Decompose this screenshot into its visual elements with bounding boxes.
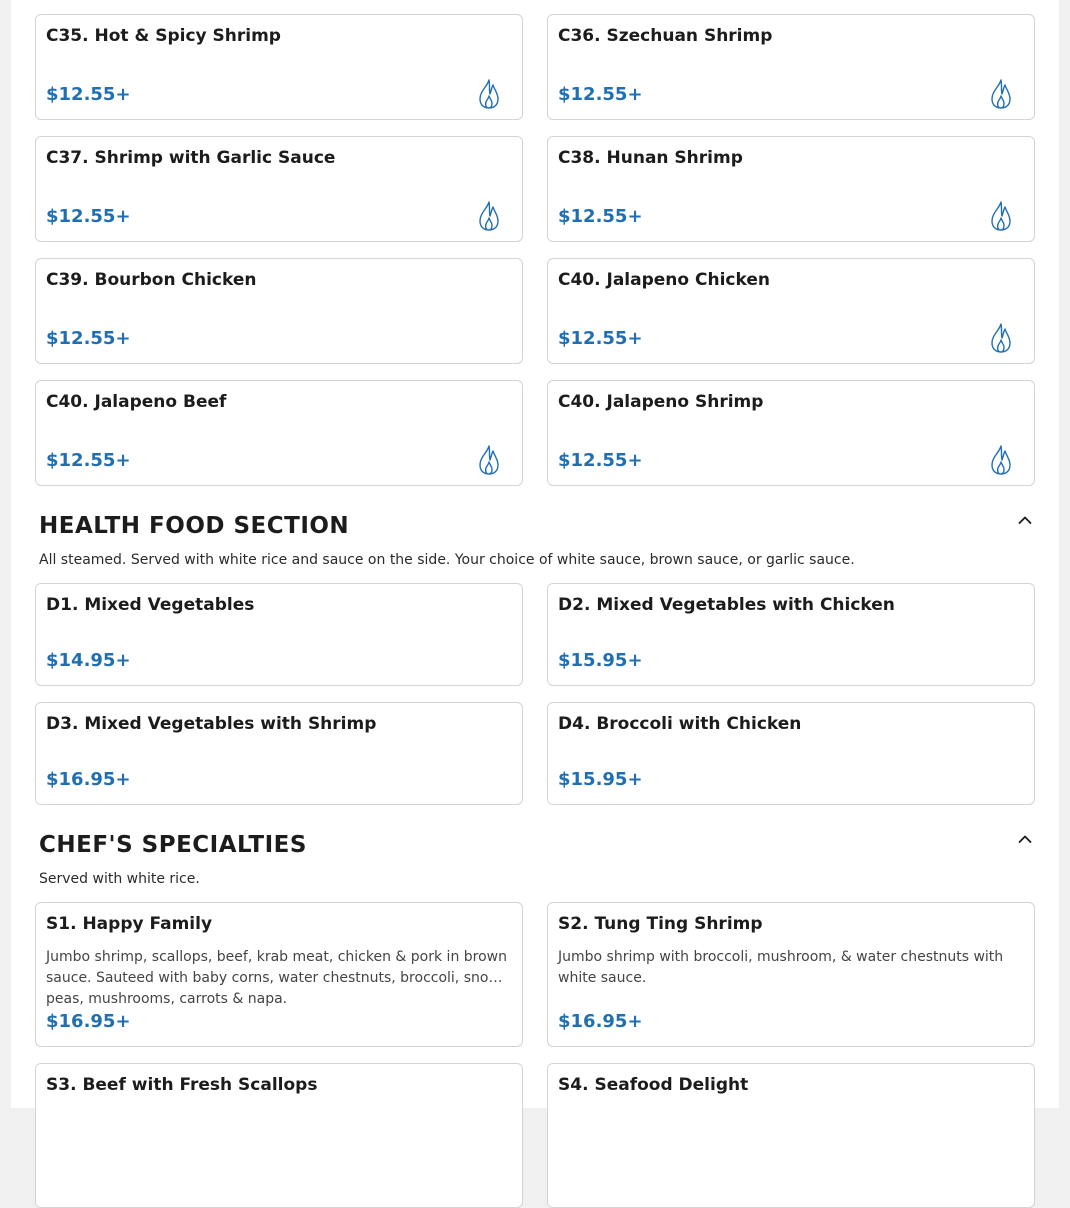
- item-price: $16.95+: [558, 1011, 643, 1032]
- item-price: $16.95+: [46, 1011, 131, 1032]
- flame-icon: [476, 444, 502, 476]
- menu-item-card[interactable]: [547, 583, 1035, 686]
- menu-item-card[interactable]: [35, 583, 523, 686]
- section-title-health-food: HEALTH FOOD SECTION: [39, 513, 350, 539]
- menu-item-card[interactable]: [547, 702, 1035, 805]
- item-price: $12.55+: [558, 450, 643, 471]
- flame-icon: [476, 78, 502, 110]
- item-description: Jumbo shrimp with broccoli, mushroom, & water chestnuts with white sauce.: [558, 949, 1004, 986]
- menu-item-card[interactable]: [35, 702, 523, 805]
- section-description: Served with white rice.: [39, 871, 200, 887]
- menu-item-card[interactable]: [547, 1063, 1035, 1208]
- item-name: S4. Seafood Delight: [558, 1075, 749, 1095]
- menu-item-card[interactable]: [547, 380, 1035, 486]
- entree-items-grid: [35, 14, 1034, 486]
- menu-item-card[interactable]: [35, 380, 523, 486]
- item-name: C38. Hunan Shrimp: [558, 148, 743, 168]
- item-name: C39. Bourbon Chicken: [46, 270, 257, 290]
- item-price: $12.55+: [558, 206, 643, 227]
- flame-icon: [988, 78, 1014, 110]
- flame-icon: [476, 200, 502, 232]
- section-title-chefs-specialties: CHEF'S SPECIALTIES: [39, 832, 307, 858]
- menu-item-card[interactable]: [35, 14, 523, 120]
- item-name: S3. Beef with Fresh Scallops: [46, 1075, 318, 1095]
- item-price: $12.55+: [558, 84, 643, 105]
- item-name: D4. Broccoli with Chicken: [558, 714, 802, 734]
- item-name: C35. Hot & Spicy Shrimp: [46, 26, 281, 46]
- menu-item-card[interactable]: [35, 136, 523, 242]
- health-food-items-grid: [35, 583, 1034, 805]
- menu-item-card[interactable]: [35, 1063, 523, 1208]
- item-price: $15.95+: [558, 650, 643, 671]
- item-price: $12.55+: [46, 328, 131, 349]
- item-price: $14.95+: [46, 650, 131, 671]
- chevron-up-icon[interactable]: [1018, 834, 1032, 844]
- item-description: Jumbo shrimp, scallops, beef, krab meat, chicken & pork in brown sauce. Sauteed with baby corns, water chestnuts, broccoli, snow peas, mushrooms, carrots & napa.: [46, 949, 507, 1007]
- menu-item-card[interactable]: [547, 258, 1035, 364]
- flame-icon: [988, 200, 1014, 232]
- item-name: S1. Happy Family: [46, 914, 213, 934]
- item-name: D2. Mixed Vegetables with Chicken: [558, 595, 895, 615]
- item-name: C40. Jalapeno Shrimp: [558, 392, 764, 412]
- item-name: C40. Jalapeno Beef: [46, 392, 227, 412]
- flame-icon: [988, 444, 1014, 476]
- item-price: $12.55+: [46, 450, 131, 471]
- item-name: D3. Mixed Vegetables with Shrimp: [46, 714, 377, 734]
- item-price: $15.95+: [558, 769, 643, 790]
- item-name: D1. Mixed Vegetables: [46, 595, 255, 615]
- menu-item-card[interactable]: [547, 902, 1035, 1047]
- menu-item-card[interactable]: [547, 14, 1035, 120]
- section-description: All steamed. Served with white rice and sauce on the side. Your choice of white sauce, brown sauce, or garlic sauce.: [39, 552, 855, 568]
- menu-item-card[interactable]: [547, 136, 1035, 242]
- item-price: $16.95+: [46, 769, 131, 790]
- item-price: $12.55+: [46, 206, 131, 227]
- flame-icon: [988, 322, 1014, 354]
- menu-item-card[interactable]: [35, 902, 523, 1047]
- item-name: S2. Tung Ting Shrimp: [558, 914, 763, 934]
- item-name: C37. Shrimp with Garlic Sauce: [46, 148, 336, 168]
- item-name: C36. Szechuan Shrimp: [558, 26, 773, 46]
- chevron-up-icon[interactable]: [1018, 515, 1032, 525]
- item-name: C40. Jalapeno Chicken: [558, 270, 770, 290]
- menu-page: [11, 0, 1059, 1108]
- menu-item-card[interactable]: [35, 258, 523, 364]
- item-price: $12.55+: [558, 328, 643, 349]
- chefs-specialties-items-grid: [35, 902, 1034, 1208]
- item-price: $12.55+: [46, 84, 131, 105]
